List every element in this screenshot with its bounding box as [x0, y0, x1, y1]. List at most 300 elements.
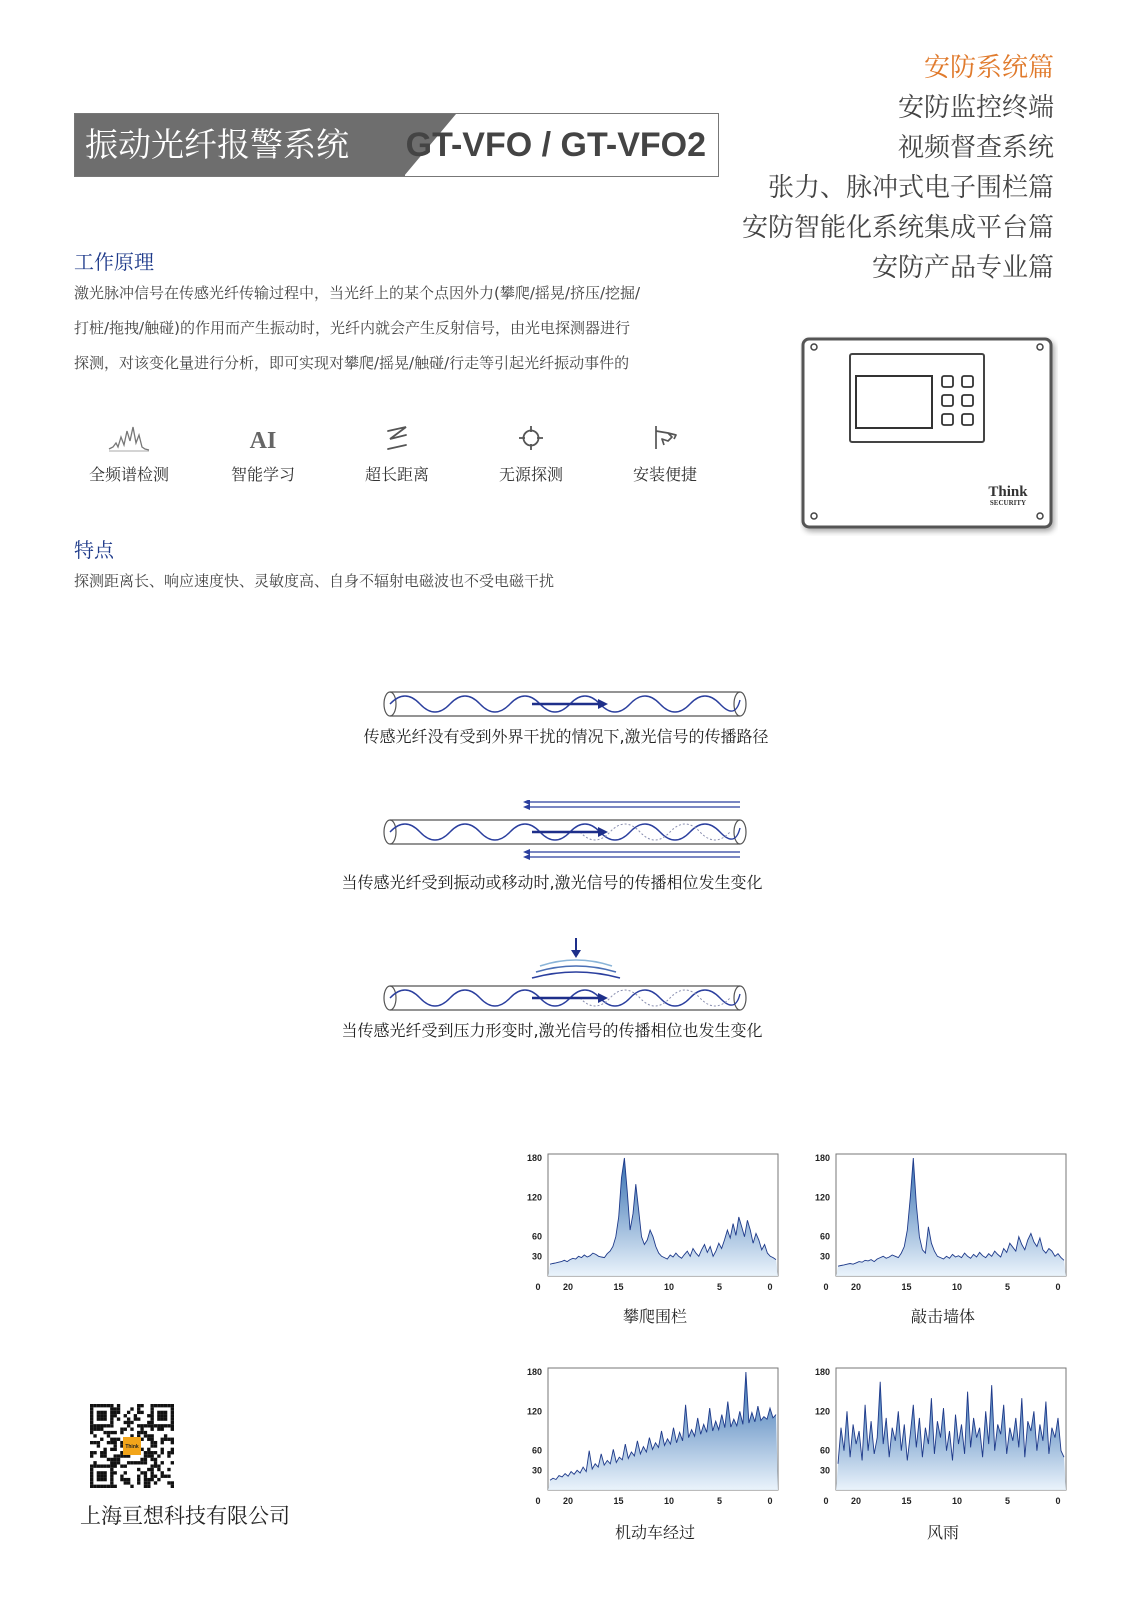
- x-tick-label: 15: [613, 1282, 624, 1292]
- chart-vehicle: [520, 1360, 790, 1543]
- qr-module: [147, 1451, 150, 1454]
- qr-module: [90, 1454, 93, 1457]
- qr-module: [134, 1414, 137, 1417]
- category-menu: [742, 48, 1054, 288]
- qr-module: [127, 1424, 130, 1427]
- y-tick-label: 180: [814, 1367, 830, 1377]
- qr-module: [147, 1414, 150, 1417]
- crosshair-icon: [476, 420, 586, 456]
- qr-module: [110, 1461, 113, 1464]
- qr-module: [114, 1431, 117, 1434]
- menu-item-fence[interactable]: 张力、脉冲式电子围栏篇: [767, 173, 1054, 203]
- ai-icon: [208, 420, 318, 456]
- qr-module: [171, 1414, 174, 1417]
- qr-module: [110, 1404, 113, 1407]
- x-tick-label: 0: [535, 1282, 541, 1292]
- menu-item-active[interactable]: 安防系统篇: [923, 53, 1054, 83]
- qr-module: [147, 1481, 150, 1484]
- x-tick-label: 5: [716, 1496, 723, 1506]
- qr-module: [144, 1461, 147, 1464]
- feature-label: 全频谱检测: [88, 465, 169, 484]
- qr-module: [97, 1411, 100, 1414]
- qr-module: [137, 1424, 140, 1427]
- qr-module: [171, 1481, 174, 1484]
- qr-module: [97, 1471, 100, 1474]
- menu-item-monitoring[interactable]: 安防监控终端: [897, 93, 1054, 123]
- qr-module: [157, 1468, 160, 1471]
- qr-module: [167, 1475, 170, 1478]
- qr-module: [150, 1468, 153, 1471]
- qr-module: [100, 1404, 103, 1407]
- qr-module: [107, 1434, 110, 1437]
- qr-module: [90, 1481, 93, 1484]
- qr-module: [103, 1404, 106, 1407]
- qr-module: [110, 1448, 113, 1451]
- feature-item: [208, 420, 318, 485]
- chart-caption: 敲击墙体: [910, 1307, 975, 1326]
- principle-line: 打桩/拖拽/触碰)的作用而产生振动时，光纤内就会产生反射信号，由光电探测器进行: [74, 319, 630, 337]
- qr-module: [157, 1411, 160, 1414]
- y-tick-label: 60: [531, 1231, 542, 1242]
- qr-module: [147, 1434, 150, 1437]
- x-tick-label: 0: [1055, 1282, 1061, 1292]
- qr-module: [103, 1471, 106, 1474]
- qr-module: [171, 1438, 174, 1441]
- qr-module: [157, 1464, 160, 1467]
- qr-module: [90, 1411, 93, 1414]
- qr-module: [97, 1444, 100, 1447]
- y-tick-label: 120: [526, 1406, 542, 1417]
- qr-module: [130, 1407, 133, 1410]
- qr-logo-text: Think: [125, 1444, 139, 1450]
- chart-wind-rain: [808, 1360, 1078, 1543]
- qr-module: [97, 1414, 100, 1417]
- qr-module: [124, 1421, 127, 1424]
- qr-module: [171, 1451, 174, 1454]
- company-name: 上海亘想科技有限公司: [80, 1504, 290, 1528]
- qr-module: [100, 1438, 103, 1441]
- qr-module: [137, 1461, 140, 1464]
- qr-module: [150, 1444, 153, 1447]
- qr-module: [140, 1431, 143, 1434]
- long-distance-icon: [342, 420, 452, 456]
- qr-module: [114, 1464, 117, 1467]
- qr-module: [103, 1478, 106, 1481]
- qr-module: [114, 1441, 117, 1444]
- qr-module: [150, 1417, 153, 1420]
- qr-module: [161, 1438, 164, 1441]
- qr-module: [100, 1478, 103, 1481]
- qr-module: [124, 1478, 127, 1481]
- qr-module: [127, 1481, 130, 1484]
- qr-module: [167, 1424, 170, 1427]
- qr-module: [150, 1458, 153, 1461]
- qr-module: [171, 1421, 174, 1424]
- qr-module: [164, 1424, 167, 1427]
- qr-module: [154, 1404, 157, 1407]
- x-tick-label: 10: [951, 1496, 963, 1506]
- qr-module: [144, 1434, 147, 1437]
- qr-module: [161, 1461, 164, 1464]
- qr-module: [127, 1411, 130, 1414]
- principle-heading: 工作原理: [74, 250, 154, 274]
- qr-module: [120, 1475, 123, 1478]
- qr-module: [107, 1431, 110, 1434]
- x-tick-label: 0: [767, 1496, 773, 1506]
- y-tick-label: 60: [531, 1445, 542, 1456]
- qr-module: [90, 1441, 93, 1444]
- y-tick-label: 30: [531, 1465, 542, 1476]
- qr-module: [103, 1424, 106, 1427]
- qr-module: [103, 1431, 106, 1434]
- qr-module: [103, 1475, 106, 1478]
- qr-module: [97, 1441, 100, 1444]
- svg-text:AI: AI: [249, 428, 277, 453]
- install-tool-icon: [610, 420, 720, 456]
- qr-module: [161, 1411, 164, 1414]
- qr-module: [161, 1404, 164, 1407]
- qr-module: [154, 1451, 157, 1454]
- qr-module: [150, 1451, 153, 1454]
- qr-code[interactable]: [90, 1404, 174, 1488]
- qr-module: [114, 1461, 117, 1464]
- qr-module: [93, 1434, 96, 1437]
- qr-module: [100, 1428, 103, 1431]
- qr-module: [110, 1478, 113, 1481]
- chart-knocking: [808, 1146, 1078, 1327]
- qr-module: [140, 1404, 143, 1407]
- qr-module: [167, 1454, 170, 1457]
- qr-module: [140, 1458, 143, 1461]
- qr-module: [150, 1434, 153, 1437]
- qr-module: [114, 1411, 117, 1414]
- qr-module: [90, 1475, 93, 1478]
- qr-module: [167, 1438, 170, 1441]
- qr-module: [164, 1434, 167, 1437]
- qr-module: [120, 1428, 123, 1431]
- qr-module: [90, 1451, 93, 1454]
- feature-label: 安装便捷: [632, 465, 697, 484]
- qr-module: [120, 1464, 123, 1467]
- principle-line: 激光脉冲信号在传感光纤传输过程中，当光纤上的某个点因外力(攀爬/摇晃/挤压/挖掘/: [74, 284, 641, 302]
- qr-module: [97, 1485, 100, 1488]
- x-tick-label: 20: [850, 1282, 862, 1292]
- qr-module: [114, 1458, 117, 1461]
- qr-module: [150, 1464, 153, 1467]
- qr-module: [144, 1431, 147, 1434]
- spectrum-icon: [74, 420, 184, 456]
- qr-module: [100, 1414, 103, 1417]
- qr-module: [171, 1441, 174, 1444]
- qr-module: [114, 1414, 117, 1417]
- qr-module: [93, 1404, 96, 1407]
- qr-module: [137, 1478, 140, 1481]
- qr-module: [147, 1468, 150, 1471]
- y-tick-label: 180: [526, 1153, 542, 1163]
- qr-module: [147, 1485, 150, 1488]
- qr-module: [93, 1424, 96, 1427]
- qr-module: [124, 1414, 127, 1417]
- page-title: 振动光纤报警系统: [85, 125, 349, 164]
- qr-module: [154, 1464, 157, 1467]
- qr-module: [107, 1485, 110, 1488]
- qr-module: [97, 1424, 100, 1427]
- qr-module: [90, 1417, 93, 1420]
- qr-module: [144, 1481, 147, 1484]
- feature-item: [342, 420, 452, 485]
- qr-module: [97, 1428, 100, 1431]
- qr-module: [103, 1448, 106, 1451]
- qr-module: [150, 1421, 153, 1424]
- qr-module: [140, 1424, 143, 1427]
- qr-module: [144, 1485, 147, 1488]
- qr-module: [103, 1414, 106, 1417]
- qr-module: [161, 1448, 164, 1451]
- y-tick-label: 30: [819, 1465, 830, 1476]
- qr-module: [164, 1411, 167, 1414]
- chart-caption: 机动车经过: [614, 1523, 695, 1542]
- qr-module: [107, 1424, 110, 1427]
- qr-module: [110, 1471, 113, 1474]
- qr-module: [137, 1481, 140, 1484]
- qr-module: [164, 1414, 167, 1417]
- characteristics-heading: 特点: [74, 538, 114, 562]
- qr-module: [103, 1485, 106, 1488]
- qr-module: [154, 1475, 157, 1478]
- chart-caption: 攀爬围栏: [622, 1307, 687, 1326]
- qr-module: [140, 1428, 143, 1431]
- qr-module: [100, 1471, 103, 1474]
- y-tick-label: 60: [819, 1231, 830, 1242]
- qr-module: [167, 1404, 170, 1407]
- qr-module: [110, 1481, 113, 1484]
- qr-module: [130, 1421, 133, 1424]
- qr-module: [127, 1478, 130, 1481]
- qr-module: [157, 1428, 160, 1431]
- qr-module: [90, 1424, 93, 1427]
- qr-module: [167, 1451, 170, 1454]
- qr-module: [137, 1431, 140, 1434]
- qr-module: [90, 1404, 93, 1407]
- qr-module: [100, 1424, 103, 1427]
- qr-module: [97, 1475, 100, 1478]
- device-brand: Think: [988, 484, 1028, 500]
- x-tick-label: 15: [613, 1496, 624, 1506]
- qr-module: [100, 1417, 103, 1420]
- qr-module: [161, 1424, 164, 1427]
- device-brand-sub: SECURITY: [989, 499, 1027, 507]
- qr-module: [124, 1481, 127, 1484]
- qr-module: [90, 1485, 93, 1488]
- qr-module: [117, 1454, 120, 1457]
- qr-module: [90, 1471, 93, 1474]
- qr-module: [114, 1444, 117, 1447]
- menu-item-video[interactable]: 视频督查系统: [897, 133, 1054, 163]
- qr-module: [154, 1444, 157, 1447]
- qr-module: [154, 1458, 157, 1461]
- qr-module: [144, 1471, 147, 1474]
- qr-module: [154, 1441, 157, 1444]
- feature-item: [74, 420, 184, 485]
- qr-module: [157, 1417, 160, 1420]
- qr-module: [110, 1417, 113, 1420]
- qr-module: [114, 1471, 117, 1474]
- qr-module: [120, 1478, 123, 1481]
- qr-module: [90, 1478, 93, 1481]
- qr-module: [150, 1478, 153, 1481]
- qr-module: [114, 1485, 117, 1488]
- diagram-caption: 当传感光纤受到振动或移动时,激光信号的传播相位发生变化: [341, 873, 763, 892]
- qr-module: [114, 1407, 117, 1410]
- principle-line: 探测，对该变化量进行分析，即可实现对攀爬/摇晃/触碰/行走等引起光纤振动事件的: [74, 354, 630, 372]
- qr-module: [93, 1485, 96, 1488]
- title-banner: [74, 113, 719, 177]
- diagram-caption: 当传感光纤受到压力形变时,激光信号的传播相位也发生变化: [341, 1021, 763, 1040]
- qr-module: [171, 1485, 174, 1488]
- qr-module: [103, 1411, 106, 1414]
- qr-module: [97, 1478, 100, 1481]
- y-tick-label: 30: [819, 1251, 830, 1262]
- fiber-diagram-vibration: [380, 800, 750, 868]
- qr-module: [150, 1424, 153, 1427]
- fiber-diagram-normal: [380, 684, 750, 728]
- menu-item-products[interactable]: 安防产品专业篇: [871, 253, 1054, 283]
- qr-module: [164, 1417, 167, 1420]
- x-tick-label: 5: [716, 1282, 723, 1292]
- qr-module: [154, 1481, 157, 1484]
- qr-module: [110, 1441, 113, 1444]
- model-number: GT-VFO / GT-VFO2: [405, 126, 706, 164]
- qr-module: [100, 1411, 103, 1414]
- qr-module: [144, 1454, 147, 1457]
- qr-module: [124, 1464, 127, 1467]
- qr-module: [100, 1451, 103, 1454]
- qr-module: [171, 1407, 174, 1410]
- x-tick-label: 0: [767, 1282, 773, 1292]
- qr-module: [157, 1424, 160, 1427]
- qr-module: [150, 1471, 153, 1474]
- qr-module: [150, 1438, 153, 1441]
- x-tick-label: 10: [663, 1282, 675, 1292]
- x-tick-label: 20: [562, 1282, 574, 1292]
- qr-module: [144, 1451, 147, 1454]
- qr-module: [171, 1461, 174, 1464]
- qr-module: [134, 1417, 137, 1420]
- qr-module: [100, 1485, 103, 1488]
- qr-module: [164, 1475, 167, 1478]
- qr-module: [150, 1407, 153, 1410]
- chart-climbing: [520, 1146, 790, 1327]
- qr-module: [93, 1464, 96, 1467]
- qr-module: [90, 1428, 93, 1431]
- qr-module: [164, 1438, 167, 1441]
- diagram-caption: 传感光纤没有受到外界干扰的情况下,激光信号的传播路径: [363, 727, 769, 746]
- qr-module: [90, 1468, 93, 1471]
- qr-module: [154, 1424, 157, 1427]
- x-tick-label: 15: [901, 1496, 912, 1506]
- qr-module: [100, 1475, 103, 1478]
- qr-module: [144, 1424, 147, 1427]
- qr-module: [100, 1464, 103, 1467]
- qr-module: [130, 1461, 133, 1464]
- qr-module: [114, 1448, 117, 1451]
- qr-module: [127, 1417, 130, 1420]
- x-tick-label: 10: [663, 1496, 675, 1506]
- qr-module: [171, 1428, 174, 1431]
- qr-module: [90, 1431, 93, 1434]
- qr-module: [157, 1404, 160, 1407]
- qr-module: [171, 1404, 174, 1407]
- qr-module: [150, 1475, 153, 1478]
- qr-module: [103, 1464, 106, 1467]
- qr-module: [110, 1485, 113, 1488]
- qr-module: [161, 1428, 164, 1431]
- qr-module: [117, 1417, 120, 1420]
- qr-module: [130, 1485, 133, 1488]
- y-tick-label: 180: [526, 1367, 542, 1377]
- y-tick-label: 60: [819, 1445, 830, 1456]
- qr-module: [167, 1468, 170, 1471]
- qr-module: [130, 1428, 133, 1431]
- qr-module: [157, 1478, 160, 1481]
- qr-module: [140, 1461, 143, 1464]
- menu-item-platform[interactable]: 安防智能化系统集成平台篇: [741, 213, 1054, 243]
- qr-module: [144, 1458, 147, 1461]
- qr-module: [137, 1468, 140, 1471]
- qr-module: [150, 1454, 153, 1457]
- qr-module: [114, 1454, 117, 1457]
- feature-label: 超长距离: [364, 465, 429, 484]
- qr-module: [124, 1471, 127, 1474]
- feature-label: 无源探测: [498, 465, 563, 484]
- qr-module: [171, 1448, 174, 1451]
- qr-module: [150, 1441, 153, 1444]
- qr-module: [137, 1404, 140, 1407]
- qr-module: [147, 1478, 150, 1481]
- qr-module: [147, 1424, 150, 1427]
- qr-module: [100, 1454, 103, 1457]
- feature-item: [610, 420, 720, 485]
- qr-module: [140, 1411, 143, 1414]
- qr-module: [90, 1464, 93, 1467]
- qr-module: [114, 1438, 117, 1441]
- qr-module: [171, 1411, 174, 1414]
- x-tick-label: 15: [901, 1282, 912, 1292]
- qr-module: [150, 1414, 153, 1417]
- qr-module: [110, 1407, 113, 1410]
- qr-module: [110, 1414, 113, 1417]
- qr-module: [147, 1438, 150, 1441]
- qr-module: [110, 1438, 113, 1441]
- qr-module: [127, 1461, 130, 1464]
- y-tick-label: 120: [526, 1192, 542, 1203]
- qr-module: [161, 1417, 164, 1420]
- qr-module: [110, 1421, 113, 1424]
- qr-module: [103, 1454, 106, 1457]
- qr-module: [110, 1458, 113, 1461]
- feature-label: 智能学习: [230, 465, 295, 484]
- principle-text: [74, 276, 640, 381]
- qr-module: [150, 1411, 153, 1414]
- qr-module: [103, 1451, 106, 1454]
- qr-module: [161, 1451, 164, 1454]
- qr-module: [137, 1411, 140, 1414]
- x-tick-label: 5: [1004, 1282, 1011, 1292]
- qr-module: [103, 1417, 106, 1420]
- y-tick-label: 120: [814, 1192, 830, 1203]
- x-tick-label: 5: [1004, 1496, 1011, 1506]
- qr-module: [147, 1454, 150, 1457]
